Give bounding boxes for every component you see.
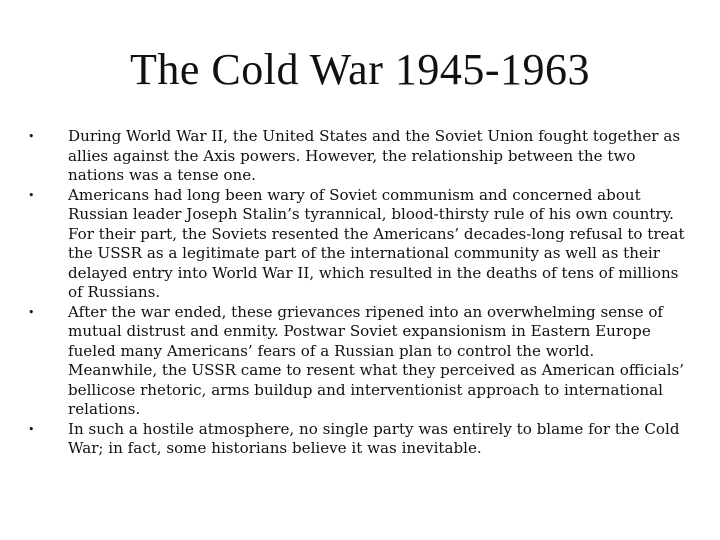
bullet-item (28, 303, 688, 420)
bullet-icon: • (28, 422, 35, 436)
bullet-text: During World War II, the United States and the Soviet Union fought together as allies against the Axis powers. However, the relationship between the two nations was a tense one. (68, 127, 681, 184)
bullet-item (28, 186, 688, 303)
bullet-text: Americans had long been wary of Soviet communism and concerned about Russian leader Joseph Stalin’s tyrannical, blood-thirsty rule of his own country. For their part, the Soviets resented the Americans’ decades-long refusal to treat the USSR as a legitimate part of the international community as well as their delayed entry into World War II, which resulted in the deaths of tens of millions of Russians. (68, 185, 685, 301)
bullet-text: After the war ended, these grievances ripened into an overwhelming sense of mutual distrust and enmity. Postwar Soviet expansionism in Eastern Europe fueled many Americans’ fears of a Russian plan to control the world. Meanwhile, the USSR came to resent what they perceived as American officials’ bellicose rhetoric, arms buildup and interventionist approach to international relations. (68, 302, 685, 418)
bullet-item (28, 127, 688, 186)
bullet-text: In such a hostile atmosphere, no single party was entirely to blame for the Cold War; in fact, some historians believe it was inevitable. (68, 419, 680, 457)
bullet-list (28, 127, 688, 459)
bullet-icon: • (28, 188, 35, 202)
slide-title: The Cold War 1945-1963 (129, 45, 591, 94)
bullet-icon: • (28, 305, 35, 319)
bullet-item (28, 420, 688, 459)
bullet-icon: • (28, 130, 35, 143)
